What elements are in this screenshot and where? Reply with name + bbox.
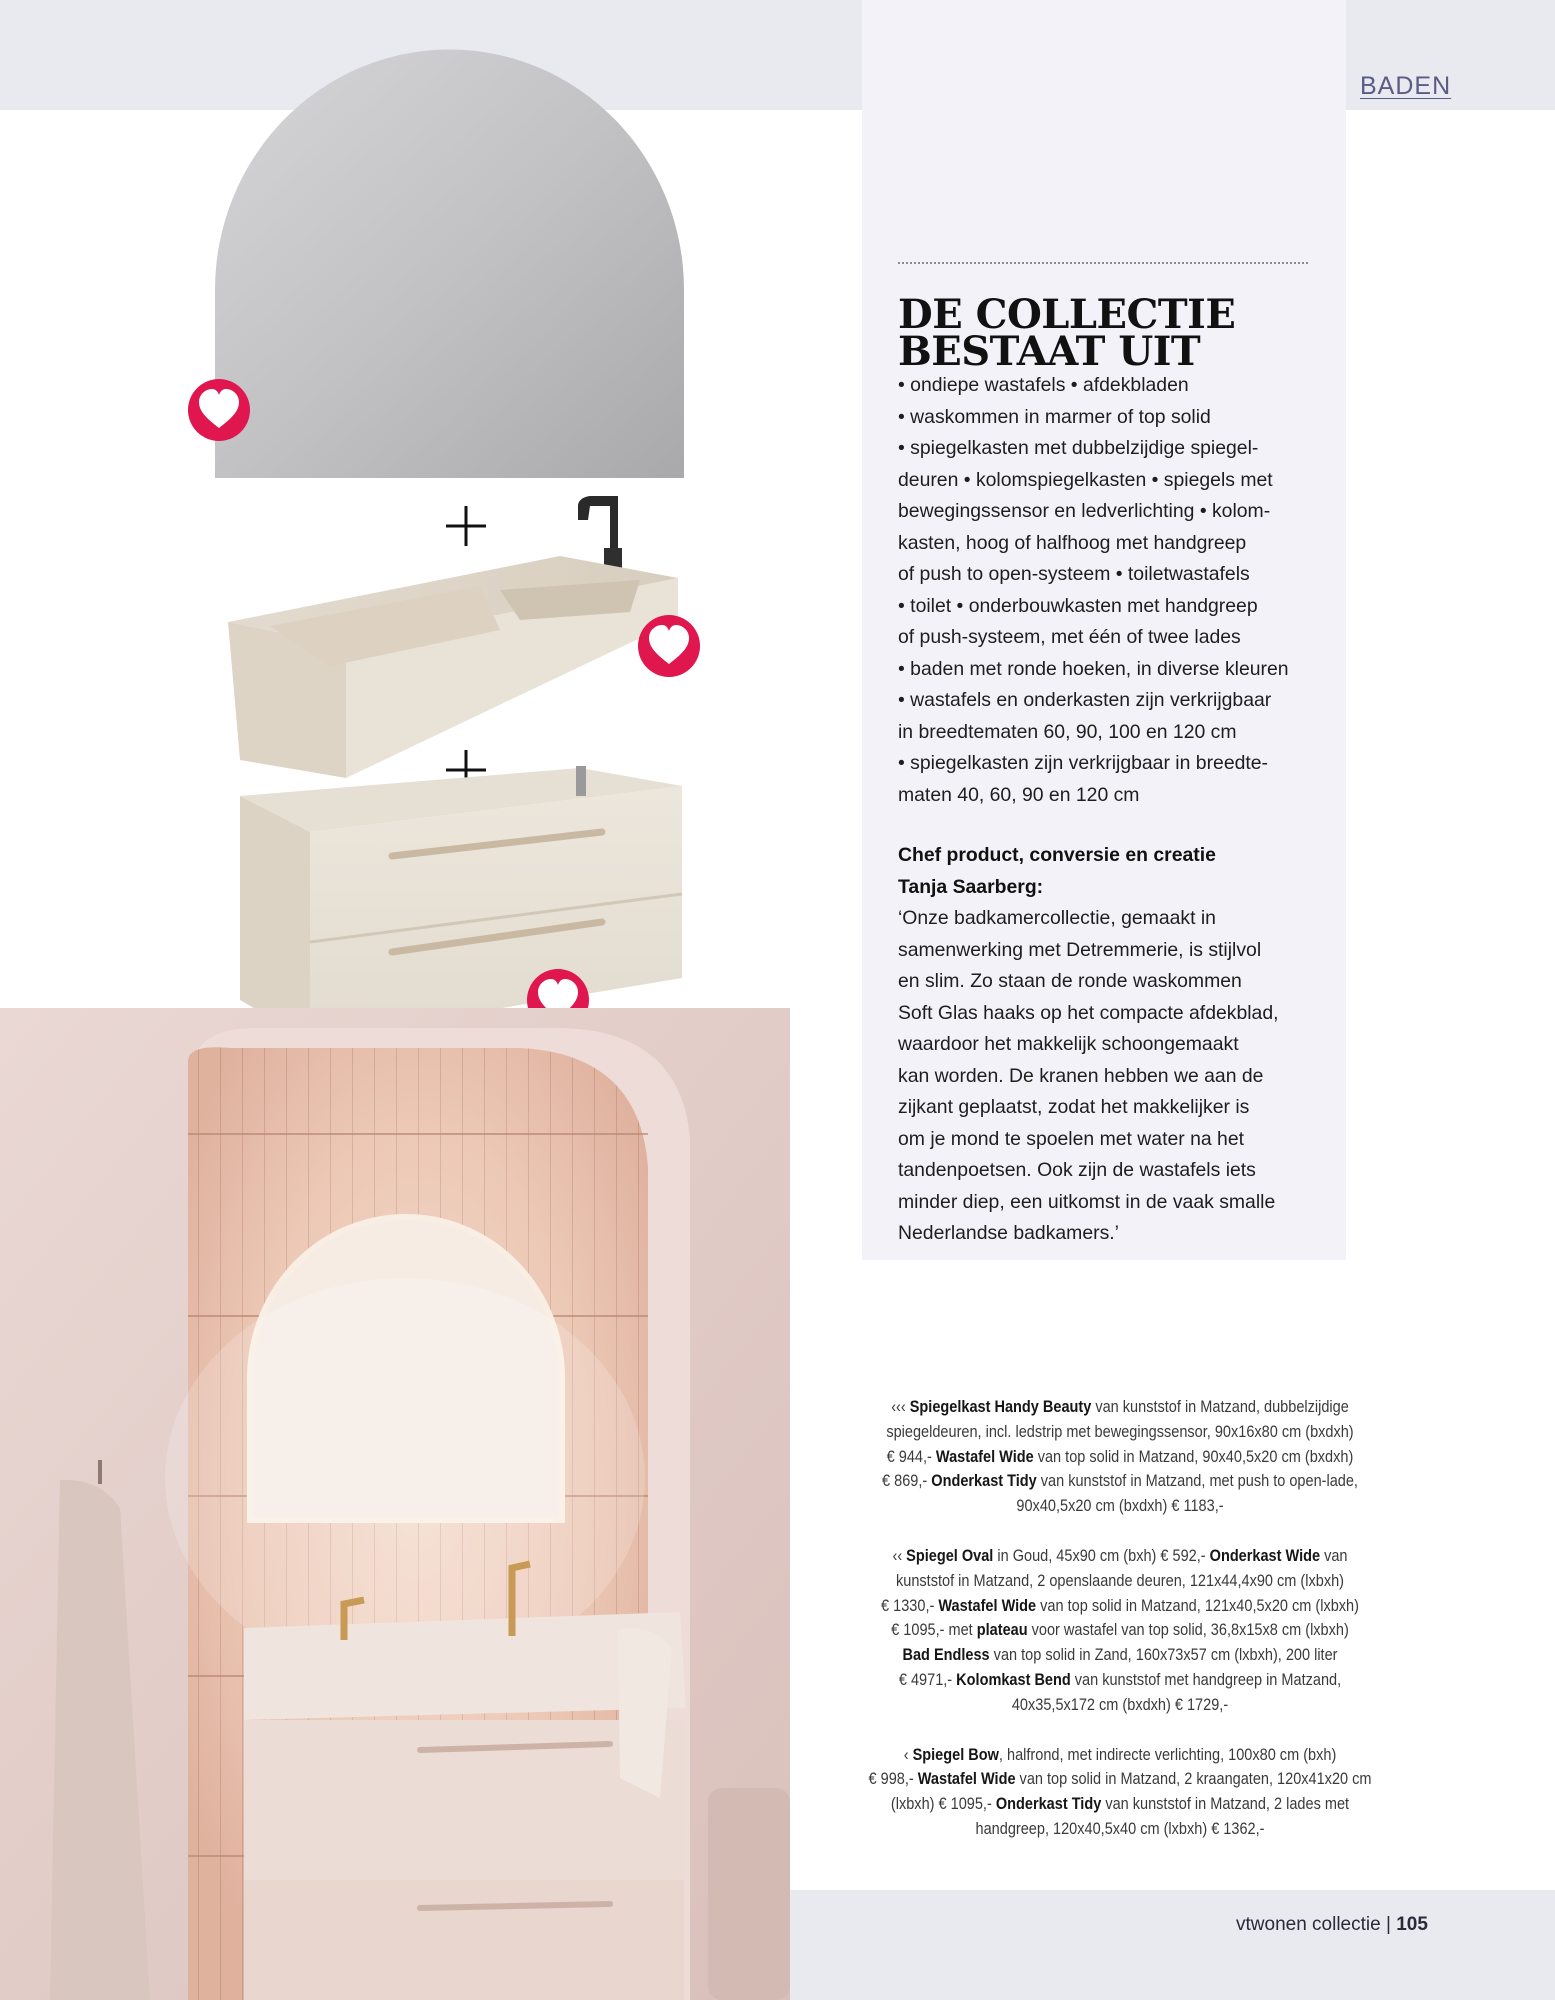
quote-line: ‘Onze badkamercollectie, gemaakt in [898,907,1216,929]
quote-attribution [898,840,1318,903]
bathroom-photo [0,1008,790,2000]
caption-line [865,1618,1375,1643]
caption-text: in Goud, 45x90 cm (bxh) € 592,- [993,1546,1210,1565]
caption-1 [865,1395,1375,1519]
washbasin [228,556,678,778]
heart-icon [638,615,700,677]
bullet-line: • baden met ronde hoeken, in diverse kleuren [898,657,1289,680]
page-footer [1236,1914,1428,1936]
caption-text: voor wastafel van top solid, 36,8x15x8 cm (lxbxh) [1027,1621,1349,1640]
divider-dotted [898,262,1308,264]
caption-line [865,1445,1375,1470]
caption-text: ‹‹ [892,1546,907,1565]
heading-line: DE COLLECTIE [898,291,1236,338]
bullet-line: • waskommen in marmer of top solid [898,405,1211,428]
product-captions [865,1395,1375,1867]
caption-line [865,1544,1375,1569]
caption-text: van kunststof in Matzand, 2 lades met [1101,1795,1350,1814]
caption-text: € 944,- [886,1447,936,1466]
collection-bullets [898,370,1318,811]
bullet-line: in breedtematen 60, 90, 100 en 120 cm [898,720,1237,743]
caption-line [865,1643,1375,1668]
section-label[interactable]: BADEN [1360,72,1452,100]
page-number: 105 [1396,1914,1428,1935]
caption-line [865,1792,1375,1817]
caption-text: van [1320,1546,1348,1565]
product-name: Onderkast Wide [1209,1546,1321,1565]
caption-line [865,1594,1375,1619]
product-name: Wastafel Wide [938,1596,1037,1615]
quote-line: minder diep, een uitkomst in de vaak smalle [898,1190,1276,1213]
bottom-band [790,1890,1555,2000]
quote-line: waardoor het makkelijk schoongemaakt [898,1033,1239,1055]
caption-line: 40x35,5x172 cm (bxdxh) € 1729,- [1011,1695,1229,1714]
caption-text: van top solid in Zand, 160x73x57 cm (lxbxh), 200 liter [989,1646,1338,1665]
caption-text: ‹‹‹ [891,1398,910,1416]
bullet-line: • spiegelkasten met dubbelzijdige spiegel- [898,437,1259,459]
collection-heading [898,291,1318,375]
bullet-line: of push to open-systeem • toiletwastafels [898,563,1250,585]
product-name: Kolomkast Bend [956,1670,1071,1689]
caption-line [865,1469,1375,1494]
caption-line [865,1767,1375,1792]
quote-line: Nederlandse badkamers.’ [898,1222,1119,1244]
product-name: Spiegel Bow [912,1745,999,1764]
caption-text: € 998,- [868,1770,918,1789]
bullet-line: • spiegelkasten zijn verkrijgbaar in breedte- [898,752,1269,774]
product-name: plateau [976,1621,1028,1640]
plus-icon [446,506,486,546]
caption-line: spiegeldeuren, incl. ledstrip met bewegingssensor, 90x16x80 cm (bxdxh) [886,1422,1354,1441]
quote-line: om je mond te spoelen met water na het [898,1127,1244,1150]
bullet-line: of push-systeem, met één of twee lades [898,626,1241,648]
bullet-line: • ondiepe wastafels • afdekbladen [898,374,1189,396]
quote-line: en slim. Zo staan de ronde waskommen [898,970,1242,992]
caption-line [865,1395,1375,1420]
caption-3 [865,1743,1375,1842]
product-name: Spiegelkast Handy Beauty [909,1398,1092,1416]
caption-line [865,1668,1375,1693]
bullet-line: • toilet • onderbouwkasten met handgreep [898,594,1258,617]
quote-line: kan worden. De kranen hebben we aan de [898,1064,1264,1087]
caption-line: 90x40,5x20 cm (bxdxh) € 1183,- [1016,1497,1224,1516]
caption-text: , halfrond, met indirecte verlichting, 100x80 cm (bxh) [998,1745,1337,1764]
caption-text: € 1330,- [881,1596,939,1615]
bullet-line: deuren • kolomspiegelkasten • spiegels met [898,468,1273,491]
arched-mirror [215,49,684,478]
product-name: Onderkast Tidy [931,1472,1037,1491]
product-name: Spiegel Oval [906,1546,994,1565]
base-cabinet [240,766,682,1040]
bullet-line: maten 40, 60, 90 en 120 cm [898,783,1140,806]
caption-text: € 869,- [882,1472,932,1491]
quote-author: Tanja Saarberg: [898,875,1044,898]
caption-text: van top solid in Matzand, 90x40,5x20 cm (bxdxh) [1033,1447,1354,1466]
product-name: Wastafel Wide [935,1447,1034,1466]
caption-text: van top solid in Matzand, 2 kraangaten, 120x41x20 cm [1015,1770,1372,1789]
magazine-name: vtwonen collectie [1236,1914,1381,1935]
footer-separator: | [1385,1914,1391,1935]
product-name: Wastafel Wide [917,1770,1016,1789]
caption-text: van kunststof in Matzand, dubbelzijdige [1091,1398,1349,1416]
quote-line: tandenpoetsen. Ook zijn de wastafels iets [898,1159,1256,1181]
caption-line [865,1743,1375,1768]
quote-line: Soft Glas haaks op het compacte afdekblad, [898,1001,1279,1024]
heart-icon [188,379,250,441]
quote-line: samenwerking met Detremmerie, is stijlvol [898,938,1262,961]
bullet-line: bewegingssensor en ledverlichting • kolom- [898,500,1271,522]
bullet-line: • wastafels en onderkasten zijn verkrijgbaar [898,689,1272,711]
heading-line: BESTAAT UIT [898,328,1201,375]
caption-text: van top solid in Matzand, 121x40,5x20 cm (lxbxh) [1036,1596,1359,1615]
product-name: Bad Endless [902,1646,990,1665]
caption-text: € 4971,- [898,1670,957,1689]
bullet-line: kasten, hoog of halfhoog met handgreep [898,531,1247,554]
caption-line: handgreep, 120x40,5x40 cm (lxbxh) € 1362,- [975,1819,1265,1838]
caption-text: van kunststof met handgreep in Matzand, [1070,1670,1342,1689]
quote-role: Chef product, conversie en creatie [898,844,1216,866]
product-name: Onderkast Tidy [995,1795,1102,1814]
product-illustrations [0,0,790,1040]
caption-text: € 1095,- met [891,1621,977,1640]
caption-text: van kunststof in Matzand, met push to open-lade, [1036,1472,1358,1491]
quote-text [898,903,1318,1250]
caption-line: kunststof in Matzand, 2 openslaande deuren, 121x44,4x90 cm (lxbxh) [896,1571,1344,1590]
caption-text: ‹ [903,1745,913,1764]
quote-line: zijkant geplaatst, zodat het makkelijker is [898,1096,1250,1118]
caption-2 [865,1544,1375,1718]
caption-text: (lxbxh) € 1095,- [890,1795,996,1814]
